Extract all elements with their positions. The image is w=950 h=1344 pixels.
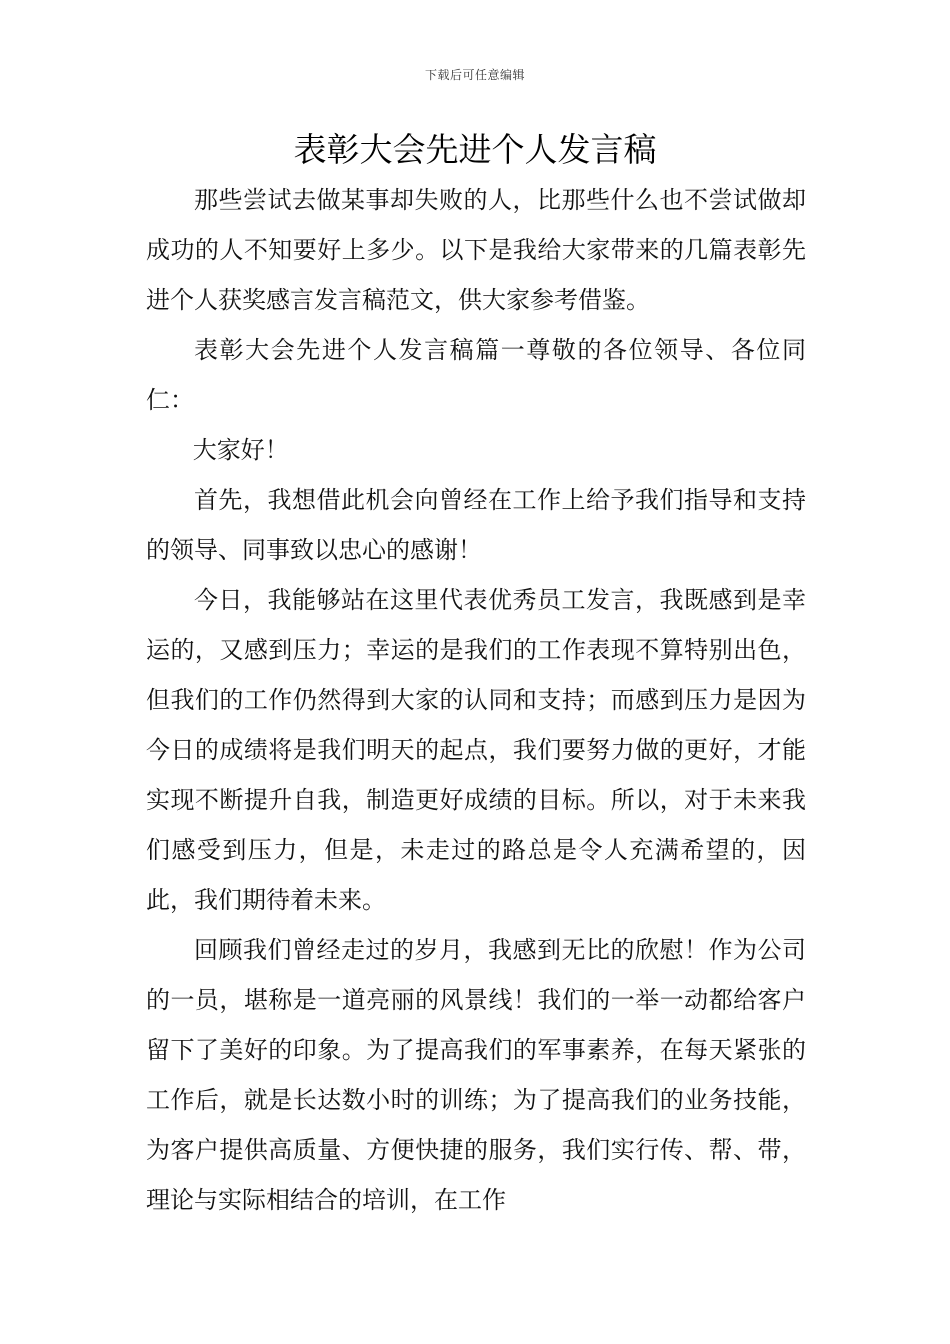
header-note: 下载后可任意编辑 [424, 68, 525, 82]
paragraph-salutation: 表彰大会先进个人发言稿篇一尊敬的各位领导、各位同仁： [146, 336, 806, 414]
paragraph-today: 今日，我能够站在这里代表优秀员工发言，我既感到是幸运的，又感到压力；幸运的是我们的工作表现不算特别出色，但我们的工作仍然得到大家的认同和支持；而感到压力是因为今日的成绩将是我们明天的起点，我们要努力做的更好，才能实现不断提升自我，制造更好成绩的目标。所以，对于未来我们感受到压力，但是，未走过的路总是令人充满希望的，因此，我们期待着未来。 [146, 586, 806, 914]
document-body [146, 175, 806, 1225]
paragraph-review: 回顾我们曾经走过的岁月，我感到无比的欣慰！作为公司的一员，堪称是一道亮丽的风景线！我们的一举一动都给客户留下了美好的印象。为了提高我们的军事素养，在每天紧张的工作后，就是长达数小时的训练；为了提高我们的业务技能，为客户提供高质量、方便快捷的服务，我们实行传、帮、带，理论与实际相结合的培训，在工作 [146, 936, 806, 1214]
paragraph-intro: 那些尝试去做某事却失败的人，比那些什么也不尝试做却成功的人不知要好上多少。以下是我给大家带来的几篇表彰先进个人获奖感言发言稿范文，供大家参考借鉴。 [146, 186, 806, 314]
paragraph-greeting: 大家好！ [192, 436, 289, 464]
document-title: 表彰大会先进个人发言稿 [293, 130, 657, 169]
paragraph-thanks: 首先，我想借此机会向曾经在工作上给予我们指导和支持的领导、同事致以忠心的感谢！ [146, 486, 806, 564]
